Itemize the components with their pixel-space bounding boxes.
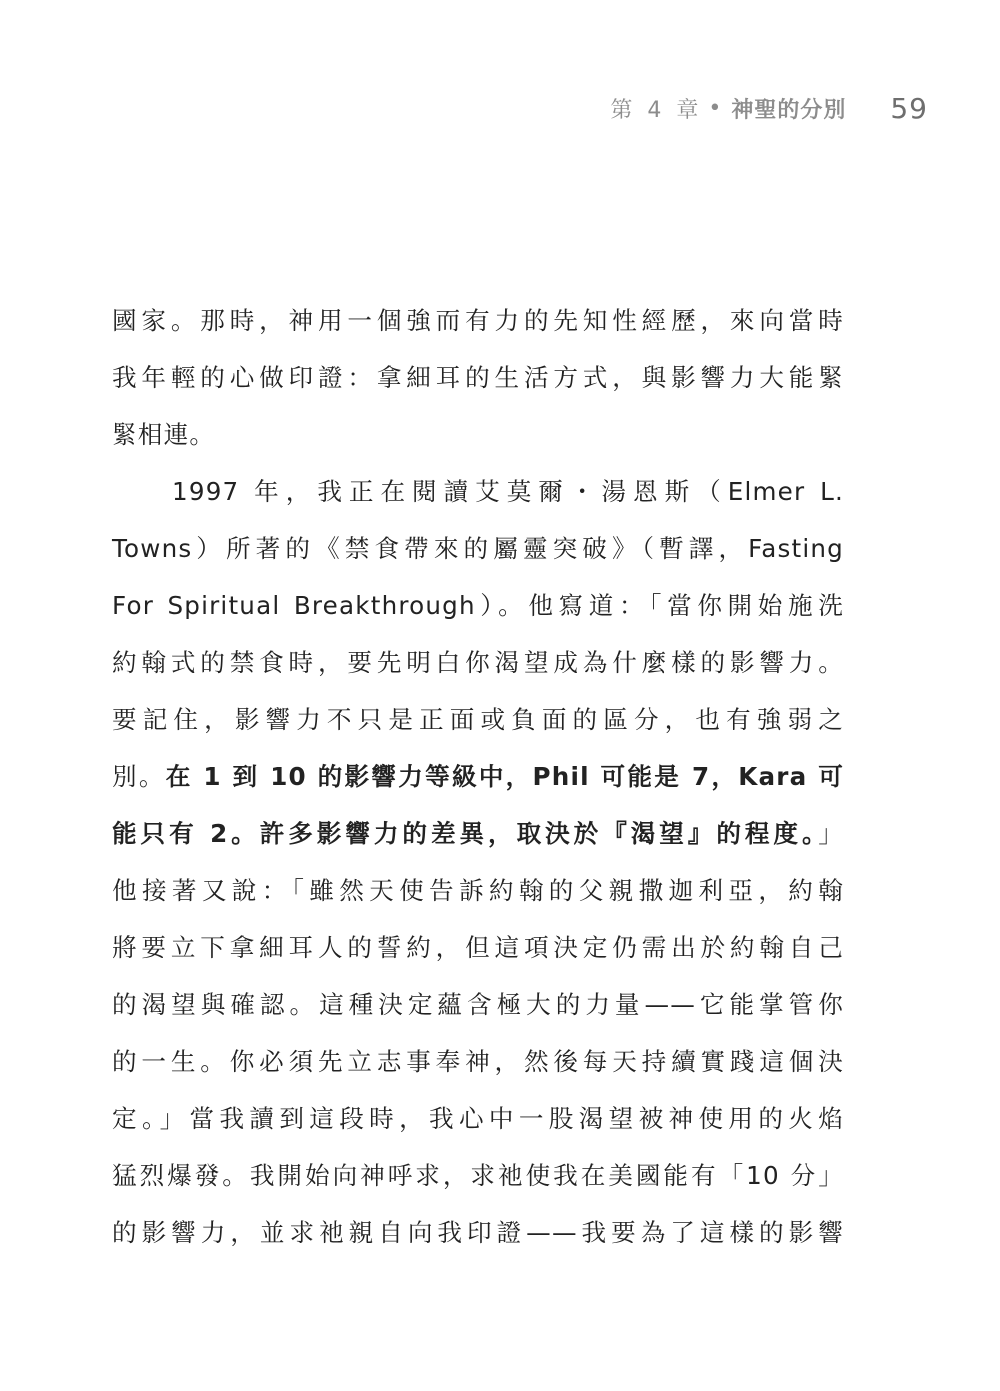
text-line: 緊相連。 — [112, 420, 216, 449]
text-line-with-emphasis — [112, 805, 844, 862]
page-number: 59 — [890, 91, 928, 125]
text-run: 別。 — [112, 762, 166, 791]
text-line: 我年輕的心做印證：拿細耳的生活方式，與影響力大能緊 — [112, 363, 844, 392]
text-run: 」 — [818, 819, 844, 848]
text-line-with-emphasis — [112, 748, 844, 805]
paragraph-first-line: 1997 年，我正在閱讀艾莫爾・湯恩斯（Elmer L. — [172, 477, 844, 506]
emphasized-text: 能只有 2。許多影響力的差異，取決於『渴望』的程度。 — [112, 819, 819, 848]
chapter-label: 第 4 章 — [610, 97, 703, 123]
text-line: 將要立下拿細耳人的誓約，但這項決定仍需出於約翰自己 — [112, 933, 844, 962]
running-header — [610, 88, 928, 128]
text-line: 定。」當我讀到這段時，我心中一股渴望被神使用的火焰 — [112, 1104, 844, 1133]
text-line: 約翰式的禁食時，要先明白你渴望成為什麼樣的影響力。 — [112, 648, 844, 677]
text-line: 的渴望與確認。這種決定蘊含極大的力量——它能掌管你 — [112, 990, 844, 1019]
text-line: 國家。那時，神用一個強而有力的先知性經歷，來向當時 — [112, 306, 844, 335]
text-line: 猛烈爆發。我開始向神呼求，求祂使我在美國能有「10 分」 — [112, 1161, 844, 1190]
body-text — [112, 292, 844, 1261]
text-line: Towns）所著的《禁食帶來的屬靈突破》（暫譯，Fasting — [112, 534, 844, 563]
header-separator-dot: • — [708, 95, 722, 121]
text-line: 要記住，影響力不只是正面或負面的區分，也有強弱之 — [112, 705, 844, 734]
text-line: 的一生。你必須先立志事奉神，然後每天持續實踐這個決 — [112, 1047, 844, 1076]
text-line: 他接著又說：「雖然天使告訴約翰的父親撒迦利亞，約翰 — [112, 876, 844, 905]
chapter-title: 神聖的分別 — [731, 97, 847, 123]
text-line: For Spiritual Breakthrough）。他寫道：「當你開始施洗 — [112, 591, 844, 620]
emphasized-text: 在 1 到 10 的影響力等級中，Phil 可能是 7，Kara 可 — [165, 762, 844, 791]
text-line: 的影響力，並求祂親自向我印證——我要為了這樣的影響 — [112, 1218, 844, 1247]
